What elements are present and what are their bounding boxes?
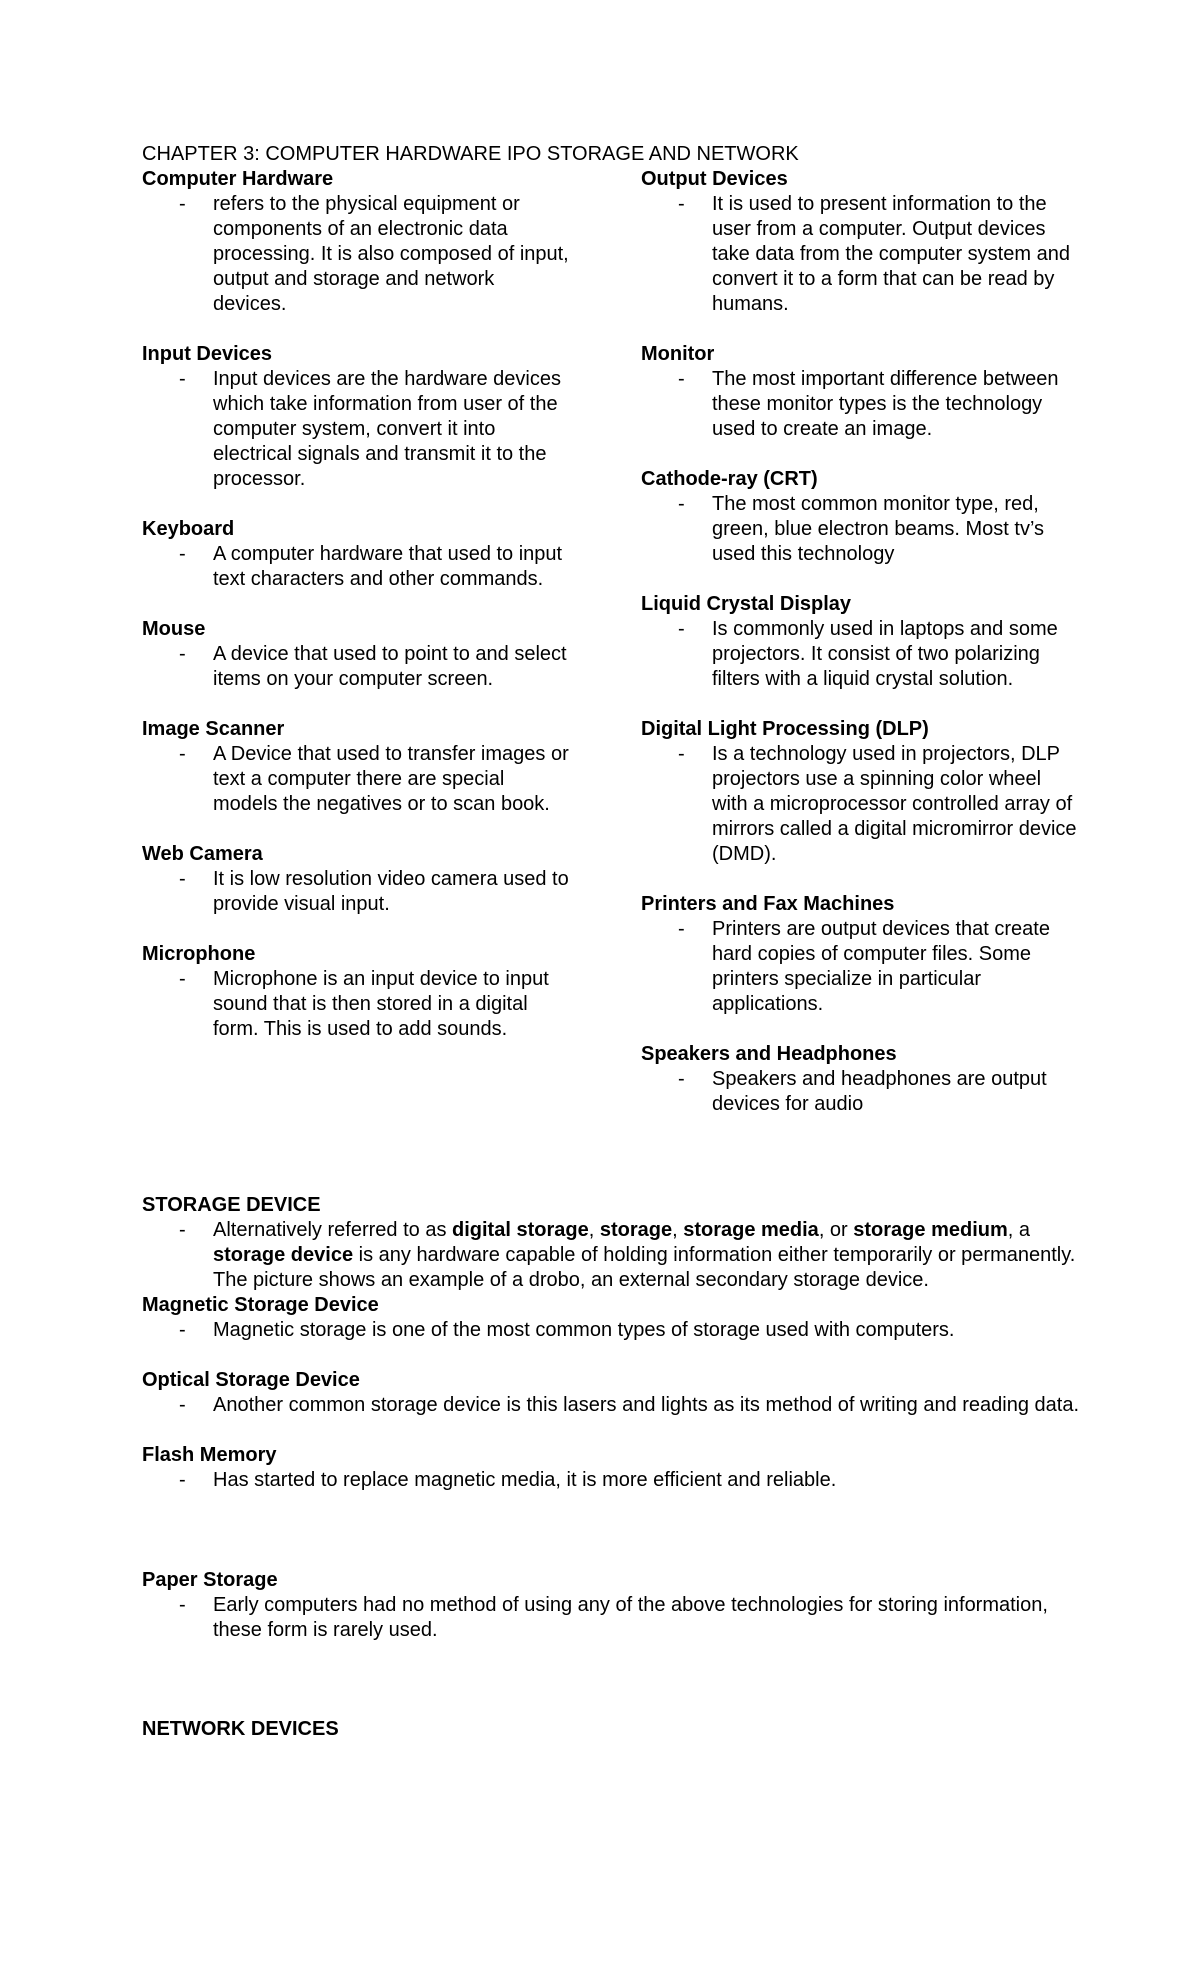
bullet-text: A Device that used to transfer images or text a computer there are special models the negatives or to scan book.: [213, 743, 569, 815]
bold-term: storage media: [683, 1219, 819, 1241]
bullet-item: [142, 542, 572, 592]
section-heading: Digital Light Processing (DLP): [641, 718, 929, 740]
bullet-text: [213, 1218, 1082, 1293]
left-column: [142, 167, 572, 1042]
section-dlp: [641, 717, 1081, 867]
bullet-item: [641, 1067, 1081, 1117]
section-heading: Liquid Crystal Display: [641, 593, 852, 615]
bullet-item: [641, 492, 1081, 567]
section-output-devices: [641, 167, 1081, 317]
section-heading: Computer Hardware: [142, 168, 334, 190]
bullet-item: [142, 742, 572, 817]
bullet-text: Early computers had no method of using any of the above technologies for storing information, these form is rarely used.: [213, 1594, 1048, 1641]
bullet-item: [641, 192, 1081, 317]
text-run: , or: [818, 1219, 854, 1241]
bullet-text: Is a technology used in projectors, DLP projectors use a spinning color wheel with a microprocessor controlled array of mirrors called a digital micromirror device (DMD).: [712, 743, 1077, 865]
storage-section: [142, 1193, 1082, 1643]
section-heading: Microphone: [142, 943, 256, 965]
bullet-item: [142, 367, 572, 492]
text-run: Alternatively referred to as: [213, 1219, 452, 1241]
bullet-dash: -: [179, 543, 186, 565]
bullet-text: A device that used to point to and select items on your computer screen.: [213, 643, 567, 690]
bullet-item: [142, 1468, 1082, 1493]
section-paper-storage: [142, 1568, 1082, 1643]
bullet-item: [641, 617, 1081, 692]
bullet-text: Input devices are the hardware devices which take information from user of the computer system, convert it into electrical signals and transmit it to the processor.: [213, 368, 561, 490]
section-input-devices: [142, 342, 572, 492]
section-speakers: [641, 1042, 1081, 1117]
bold-term: storage medium: [853, 1219, 1008, 1241]
section-heading: Web Camera: [142, 843, 263, 865]
bullet-dash: -: [179, 1219, 186, 1241]
section-heading: Output Devices: [641, 168, 788, 190]
bullet-item: [641, 917, 1081, 1017]
section-web-camera: [142, 842, 572, 917]
bullet-dash: -: [179, 968, 186, 990]
section-image-scanner: [142, 717, 572, 817]
bold-term: storage: [599, 1219, 673, 1241]
text-run: ,: [672, 1219, 684, 1241]
section-heading: Flash Memory: [142, 1444, 277, 1466]
bullet-item: [641, 367, 1081, 442]
section-storage-device: [142, 1193, 1082, 1293]
bullet-dash: -: [179, 643, 186, 665]
bullet-item: [142, 867, 572, 917]
bullet-item: [142, 192, 572, 317]
bullet-text: The most important difference between these monitor types is the technology used to create an image.: [712, 368, 1059, 440]
bullet-text: It is used to present information to the user from a computer. Output devices take data from the computer system and convert it to a form that can be read by humans.: [712, 193, 1070, 315]
section-computer-hardware: [142, 167, 572, 317]
right-column: [641, 167, 1081, 1117]
section-flash-memory: [142, 1443, 1082, 1493]
section-printers: [641, 892, 1081, 1017]
text-run: , a: [1007, 1219, 1030, 1241]
bullet-dash: -: [179, 1469, 186, 1491]
section-crt: [641, 467, 1081, 567]
bullet-item: [142, 1218, 1082, 1293]
bullet-item: [142, 642, 572, 692]
bullet-dash: -: [678, 1068, 685, 1090]
bullet-dash: -: [179, 868, 186, 890]
section-heading: Cathode-ray (CRT): [641, 468, 818, 490]
bullet-text: refers to the physical equipment or components of an electronic data processing. It is also composed of input, output and storage and network devices.: [213, 193, 569, 315]
text-run: is any hardware capable of holding information either temporarily or permanently. The picture shows an example of a drobo, an external secondary storage device.: [213, 1244, 1076, 1291]
bullet-dash: -: [179, 193, 186, 215]
section-heading: Speakers and Headphones: [641, 1043, 897, 1065]
bullet-text: A computer hardware that used to input text characters and other commands.: [213, 543, 563, 590]
section-heading: Paper Storage: [142, 1569, 278, 1591]
section-heading: STORAGE DEVICE: [142, 1194, 321, 1216]
bullet-dash: -: [678, 493, 685, 515]
bullet-text: The most common monitor type, red, green, blue electron beams. Most tv’s used this technology: [712, 493, 1045, 565]
bullet-text: Another common storage device is this lasers and lights as its method of writing and reading data.: [213, 1394, 1080, 1416]
section-monitor: [641, 342, 1081, 442]
network-devices-heading: NETWORK DEVICES: [142, 1718, 339, 1740]
section-heading: Mouse: [142, 618, 206, 640]
bullet-text: Microphone is an input device to input sound that is then stored in a digital form. This is used to add sounds.: [213, 968, 549, 1040]
section-heading: Keyboard: [142, 518, 235, 540]
section-mouse: [142, 617, 572, 692]
bullet-item: [142, 1593, 1082, 1643]
bullet-text: Has started to replace magnetic media, it is more efficient and reliable.: [213, 1469, 837, 1491]
section-optical-storage: [142, 1368, 1082, 1418]
section-heading: Input Devices: [142, 343, 273, 365]
bullet-dash: -: [678, 193, 685, 215]
bullet-dash: -: [678, 368, 685, 390]
section-keyboard: [142, 517, 572, 592]
section-magnetic-storage: [142, 1293, 1082, 1343]
bullet-dash: -: [678, 918, 685, 940]
bullet-item: [142, 1318, 1082, 1343]
bullet-item: [641, 742, 1081, 867]
bullet-text: Printers are output devices that create hard copies of computer files. Some printers specialize in particular applications.: [712, 918, 1050, 1015]
section-heading: Optical Storage Device: [142, 1369, 360, 1391]
bullet-dash: -: [678, 618, 685, 640]
chapter-title: CHAPTER 3: COMPUTER HARDWARE IPO STORAGE AND NETWORK: [142, 143, 799, 165]
bullet-dash: -: [678, 743, 685, 765]
bullet-dash: -: [179, 1319, 186, 1341]
bullet-item: [142, 967, 572, 1042]
section-heading: Image Scanner: [142, 718, 285, 740]
section-heading: Magnetic Storage Device: [142, 1294, 379, 1316]
bullet-text: Speakers and headphones are output devices for audio: [712, 1068, 1047, 1115]
section-microphone: [142, 942, 572, 1042]
bullet-dash: -: [179, 1394, 186, 1416]
section-heading: Printers and Fax Machines: [641, 893, 895, 915]
text-run: ,: [588, 1219, 600, 1241]
bullet-text: Magnetic storage is one of the most common types of storage used with computers.: [213, 1319, 955, 1341]
bullet-item: [142, 1393, 1082, 1418]
bold-term: storage device: [213, 1244, 354, 1266]
section-lcd: [641, 592, 1081, 692]
bold-term: digital storage: [452, 1219, 589, 1241]
bullet-text: Is commonly used in laptops and some projectors. It consist of two polarizing filters with a liquid crystal solution.: [712, 618, 1058, 690]
section-heading: Monitor: [641, 343, 715, 365]
bullet-text: It is low resolution video camera used to provide visual input.: [213, 868, 569, 915]
bullet-dash: -: [179, 1594, 186, 1616]
bullet-dash: -: [179, 743, 186, 765]
bullet-dash: -: [179, 368, 186, 390]
